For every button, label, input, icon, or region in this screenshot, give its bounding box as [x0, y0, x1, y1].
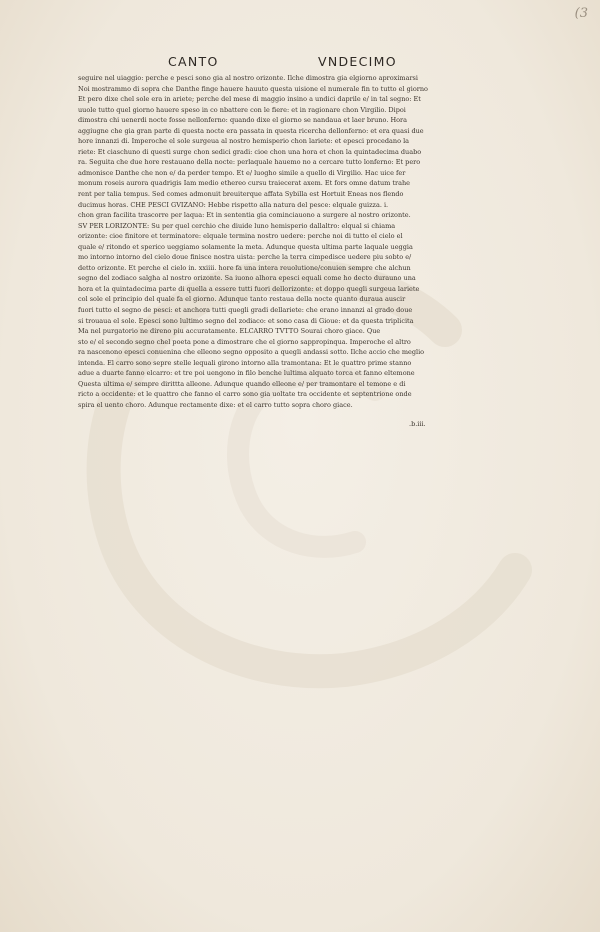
text-line: chon gran facilita trascorre per laqua: Et in sententia gia cominciauono a surgere al nostro orizonte. — [78, 211, 411, 220]
folio-mark: (3 — [574, 6, 588, 21]
text-line: ducimus horas. CHE PESCI GVIZANO: Hebbe rispetto alla natura del pesce: elquale guizza. i. — [78, 200, 389, 209]
text-line: aggiugne che gia gran parte di questa nocte era passata in questa ricercha dellonferno: et era quasi due — [78, 126, 424, 135]
text-line: hore innanzi di. Imperoche el sole surgeua al nostro hemisperio chon lariete: et epesci procedano la — [78, 137, 410, 146]
running-header-canto: CANTO — [168, 54, 219, 69]
text-line: intenda. El carro sono sepre stelle lequali girono intorno alla tramontana: Et le quattro prime stanno — [78, 358, 412, 367]
text-line: adue a duarte fanno elcarro: et tre poi uengono in filo benche lultima alquato torca et fanno eltemone — [78, 369, 415, 378]
text-line: Questa ultima e/ sempre dirittta alleone. Adunque quando elleone e/ per tramontare el temone e di — [78, 379, 406, 388]
text-line: segno del zodiaco salgha al nostro orizonte. Sa iuono alhora epesci equali come ho decto durauno una — [78, 274, 416, 283]
text-line: spira el uento choro. Adunque rectamente dixe: et el carro tutto sopra choro giace. — [78, 400, 353, 409]
text-line: ra nascenono epesci conuenina che elleono segno opposito a quegli andassi sotto. Ilche accio che meglio — [78, 348, 425, 357]
text-line: ricto a occidente: et le quattro che fanno el carro sono gia uoltate tra occidente et septentrione onde — [78, 390, 412, 399]
text-line: fuori tutto el segno de pesci: et anchora tutti quegli gradi dellariete: che erano innanzi al grado doue — [78, 306, 413, 315]
text-line: monum roseis aurora quadrigis Iam medio ethereo cursu traiecerat axem. Et fors omne datum trahe — [78, 179, 411, 188]
text-line: ra. Seguita che due hore restauano della nocte: perlaquale hauemo no a cercare tutto lonferno: Et pero — [78, 158, 421, 167]
text-line: hora et la quintadecima parte di quella a essere tutti fuori dellorizonte: et doppo quegli surgeua lariete — [78, 284, 420, 293]
text-line: uuole tutto quel giorno hauere speso in co nbattere con le fiere: et in ragionare chon Virgilio. Dipoi — [78, 105, 406, 114]
text-line: Noi mostrammo di sopra che Danthe finge hauere hauuto questa uisione el numerale fin to tutto el giorno — [78, 84, 428, 93]
text-line: si trouaua el sole. Epesci sono lultimo segno del zodiaco: et sono casa di Gioue: et da questa triplicita — [78, 316, 414, 325]
text-line: quale e/ ritondo et sperico ueggiamo solamente la meta. Adunque questa ultima parte laquale ueggia — [78, 242, 413, 251]
text-line: Ma nel purgatorio ne direno piu accuratamente. ELCARRO TVTTO Sourai choro giace. Que — [78, 327, 381, 336]
text-line: admonisce Danthe che non e/ da perder tempo. Et e/ luogho simile a quello di Virgilio. Hac uice fer — [78, 168, 406, 177]
text-line: riete: Et ciaschuno di questi surge chon sedici gradi: cioe chon una hora et chon la quintadecima duabo — [78, 147, 422, 156]
text-line: dimostra chi uenerdi nocte fosse nellonferno: quando dixe el giorno se nandaua et laer bruno. Hora — [78, 116, 408, 125]
text-line: Et pero dixe chel sole era in ariete; perche del mese di maggio insino a undici daprile e/ in tal segno: Et — [78, 95, 421, 104]
text-line: orizonte: cioe finitore et terminatore: elquale termina nostro uedere: perche noi di tutto el cielo el — [78, 232, 403, 241]
text-line: mo intorno intorno del cielo doue finisce nostra uista: perche la terra cimpedisce uedere piu sobto e/ — [78, 253, 412, 262]
running-header-number: VNDECIMO — [318, 54, 397, 69]
text-line: detto orizonte. Et perche el cielo in. xxiiii. hore fa una intera reuolutione/conuien sempre che alchun — [78, 263, 411, 272]
signature-mark: .b.iii. — [409, 420, 426, 428]
commentary-text-block — [78, 73, 453, 411]
text-line: rent per talia tempus. Sed comes admonuit breuiterque affata Sybilla est Hortuit Eneas nos flendo — [78, 190, 404, 199]
text-line: sto e/ el secondo segno chel poeta pone a dimostrare che el giorno sappropinqua. Imperoche el altro — [78, 337, 411, 346]
text-line: col sole el principio del quale fa el giorno. Adunque tanto restaua della nocte quanto duraua auscir — [78, 295, 406, 304]
text-line: SV PER LORIZONTE: Su per quel cerchio che diuide luno hemisperio dallaltro: elqual si chiama — [78, 221, 396, 230]
text-line: seguire nel uiaggio: perche e pesci sono gia al nostro orizonte. Ilche dimostra gia elgiorno aproximarsi — [78, 74, 418, 82]
